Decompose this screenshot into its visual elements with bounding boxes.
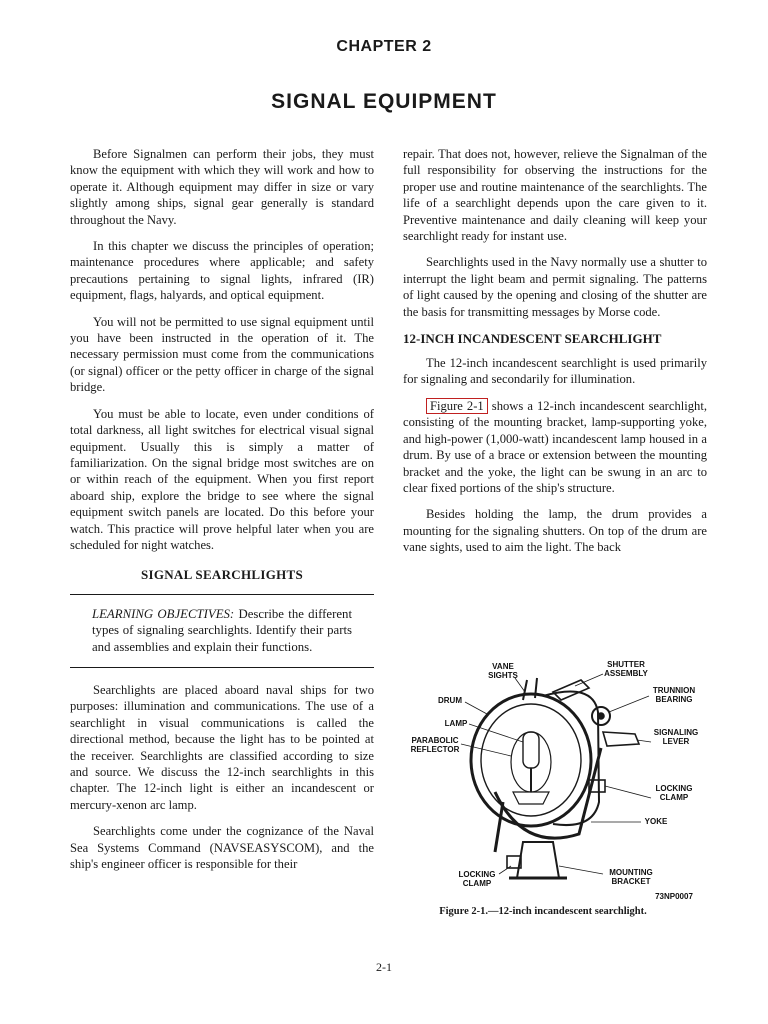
chapter-title: SIGNAL EQUIPMENT [271,90,497,113]
paragraph: In this chapter we discuss the principles of operation; maintenance procedures where applicable; and safety precautions pertaining to signal lights, infrared (IR) equipment, flags, halyards, and optical equipment. [70,239,374,303]
chapter-label: CHAPTER 2 [336,38,432,55]
right-column [403,146,707,566]
paragraph: Besides holding the lamp, the drum provides a mounting for the signaling shutters. On top of the drum are vane sights, used to aim the light. The back [403,507,707,555]
left-column [70,146,374,882]
paragraph: You will not be permitted to use signal equipment until you have been instructed in the operation of it. The necessary permission must come from the communications (or signal) officer or the petty officer in charge of the signal bridge. [70,314,374,395]
divider [70,667,374,668]
label-trunnion-bearing: TRUNNION BEARING [652,686,696,704]
paragraph: Searchlights come under the cognizance of the Naval Sea Systems Command (NAVSEASYSCOM), and the ship's engineer officer is responsible for their [70,824,374,872]
label-drum: DRUM [438,696,462,705]
paragraph: Before Signalmen can perform their jobs, they must know the equipment with which they will work and how to operate it. Although equipment may differ in size or vary slightly among ships, signal gear generally is standard throughout the Navy. [70,147,374,227]
paragraph: Searchlights used in the Navy normally use a shutter to interrupt the light beam and permit signaling. The patterns of light caused by the opening and closing of the shutter are the basis for transmitting messages by Morse code. [403,255,707,319]
figure-code: 73NP0007 [655,892,693,901]
label-locking-clamp-right: LOCKING CLAMP [655,784,693,802]
figure-reference-link[interactable]: Figure 2-1 [426,398,488,414]
label-signaling-lever: SIGNALING LEVER [653,728,699,746]
paragraph-text: shows a 12-inch incandescent searchlight, consisting of the mounting bracket, lamp-supporting yoke, and high-power (1,000-watt) incandescent lamp housed in a drum. By use of a brace or extension between the mounting bracket and the yoke, the light can be swung in an arc to clear fixed portions of the ship's structure. [403,398,707,495]
label-parabolic-reflector: PARABOLIC REFLECTOR [410,736,460,754]
page-number: 2-1 [376,960,392,974]
label-shutter-assembly: SHUTTER ASSEMBLY [604,660,648,678]
paragraph [403,398,707,496]
label-mounting-bracket: MOUNTING BRACKET [609,868,653,886]
learning-objectives-box [70,595,374,667]
objectives-label: LEARNING OBJECTIVES: [92,606,235,621]
label-locking-clamp-bottom: LOCKING CLAMP [458,870,496,888]
figure-caption: Figure 2-1.—12-inch incandescent searchlight. [439,906,647,917]
paragraph: repair. That does not, however, relieve the Signalman of the full responsibility for observing the instructions for the proper use and routine maintenance of the searchlights. The life of a searchlight depends upon the care given to it. Preventive maintenance and daily cleaning will keep your searchlight ready for instant use. [403,147,707,244]
paragraph: You must be able to locate, even under conditions of total darkness, all light switches for electrical visual signal equipment. Usually this is simply a matter of familiarization. On the signal bridge most switches are on or within reach of the equipment. When you first report aboard ship, explore the bridge to see where the signal equipment switch panels are located. Do this before your watch. This practice will prove helpful later when you are scheduled for night watches. [70,406,374,552]
label-vane-sights: VANE SIGHTS [488,662,518,680]
objectives-text: Describe the different types of signaling searchlights. Identify their parts and assemblies and explain their functions. [92,606,353,654]
searchlight-figure [403,652,707,924]
label-lamp: LAMP [444,719,468,728]
label-yoke: YOKE [644,817,668,826]
paragraph: The 12-inch incandescent searchlight is used primarily for signaling and secondarily for illumination. [403,356,707,387]
subsection-heading: 12-INCH INCANDESCENT SEARCHLIGHT [403,331,662,347]
section-heading: SIGNAL SEARCHLIGHTS [140,567,304,583]
paragraph: Searchlights are placed aboard naval ships for two purposes: illumination and communications. The use of a searchlight in visual communications is called the directional method, because the light has to be pointed at the receiver. Searchlights are classified according to size and source. We discuss the 12-inch searchlights in this chapter. The 12-inch light is either an incandescent or mercury-xenon arc lamp. [70,682,374,812]
